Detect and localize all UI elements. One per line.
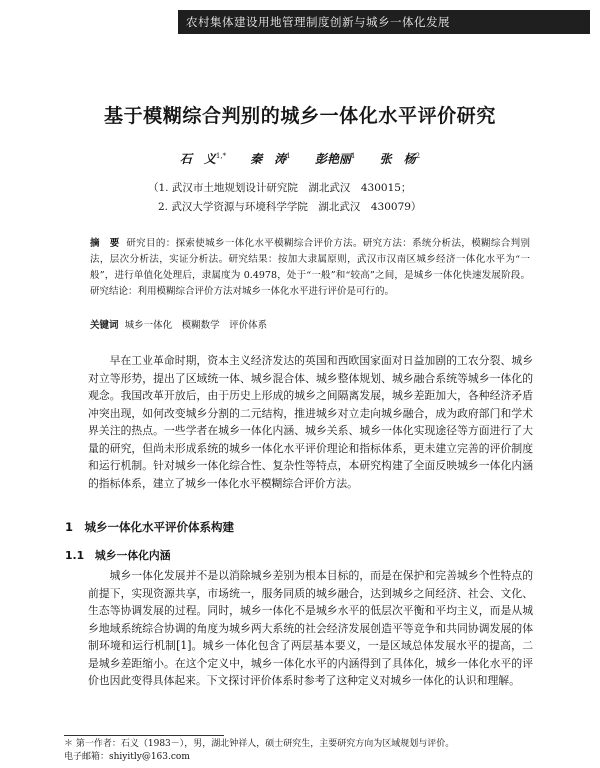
footnote-line-2: 电子邮箱：shiyitly@163.com (64, 752, 190, 762)
section-1-1-paragraph: 城乡一体化发展并不是以消除城乡差别为根本目标的，而是在保护和完善城乡个性特点的前提下，实现资源共享，市场统一，服务同质的城乡融合，达到城乡之间经济、社会、文化、生态等协调发展的过程。同时，城乡一体化不是城乡水平的低层次平衡和平均主义，而是从城乡地域系统综合协调的角度为城乡两大系统的社会经济发展创造平等竞争和共同协调发展的体制环境和运行机制[1]。城乡一体化包含了两层基本要义，一是区域总体发展水平的提高，二是城乡差距缩小。在这个定义中，城乡一体化水平的内涵得到了具体化，城乡一体化水平的评价也因此变得具体起来。下文探讨评价体系时参考了这种定义对城乡一体化的认识和理解。 (88, 569, 533, 687)
paper-title: 基于模糊综合判别的城乡一体化水平评价研究 (103, 105, 496, 127)
footnote-line-1: ＊ 第一作者：石义（1983－），男，湖北钟祥人，硕士研究生，主要研究方向为区域规划与评价。 (64, 739, 455, 749)
running-header-text: 农村集体建设用地管理制度创新与城乡一体化发展 (186, 15, 450, 29)
author-footnote (64, 738, 544, 764)
abstract-label: 摘 要 (90, 238, 120, 249)
running-header (178, 10, 590, 34)
author-list (0, 150, 600, 167)
abstract-text: 研究目的：探索使城乡一体化水平模糊综合评价方法。研究方法：系统分析法，模糊综合判别法，层次分析法，实证分析法。研究结果：按加大隶属原则，武汉市汉南区城乡经济一体化水平为“一般”，进行单值化处理后，隶属度为 0.4978，处于“一般”和“较高”之间，是城乡一体化快速发展阶段。研究结论：利用模糊综合评价方法对城乡一体化水平进行评价是可行的。 (90, 238, 530, 297)
abstract (90, 236, 530, 300)
author-3: 彭艳丽$^1$ (314, 152, 356, 166)
keywords-text: 城乡一体化 模糊数学 评价体系 (124, 320, 268, 331)
author-4: 张 杨$^2$ (379, 152, 421, 166)
affiliation-1: （1. 武汉市土地规划设计研究院 湖北武汉 430015； (148, 182, 412, 194)
affiliation-2: 2. 武汉大学资源与环境科学学院 湖北武汉 430079） (158, 201, 422, 213)
keywords (90, 318, 530, 333)
author-1: 石 义$^{1,*}$ (179, 152, 227, 166)
section-1-heading: 1 城乡一体化水平评价体系构建 (65, 520, 234, 534)
author-2: 秦 涛$^1$ (250, 152, 291, 166)
footnote-divider (64, 735, 224, 736)
intro-paragraph: 早在工业革命时期，资本主义经济发达的英国和西欧国家面对日益加剧的工农分裂、城乡对立等形势，提出了区域统一体、城乡混合体、城乡整体规划、城乡融合系统等城乡一体化的观念。我国改革开放后，由于历史上形成的城乡之间隔离发展，城乡差距加大，各种经济矛盾冲突出现，如何改变城乡分割的二元结构，推进城乡对立走向城乡融合，成为政府部门和学术界关注的热点。一些学者在城乡一体化内涵、城乡关系、城乡一体化实现途径等方面进行了大量的研究，但尚未形成系统的城乡一体化水平评价理论和指标体系，更未建立完善的评价制度和运行机制。针对城乡一体化综合性、复杂性等特点，本研究构建了全面反映城乡一体化内涵的指标体系，建立了城乡一体化水平模糊综合评价方法。 (88, 354, 533, 490)
keywords-label: 关键词 (90, 320, 119, 331)
section-1-1-heading: 1.1 城乡一体化内涵 (65, 549, 171, 562)
